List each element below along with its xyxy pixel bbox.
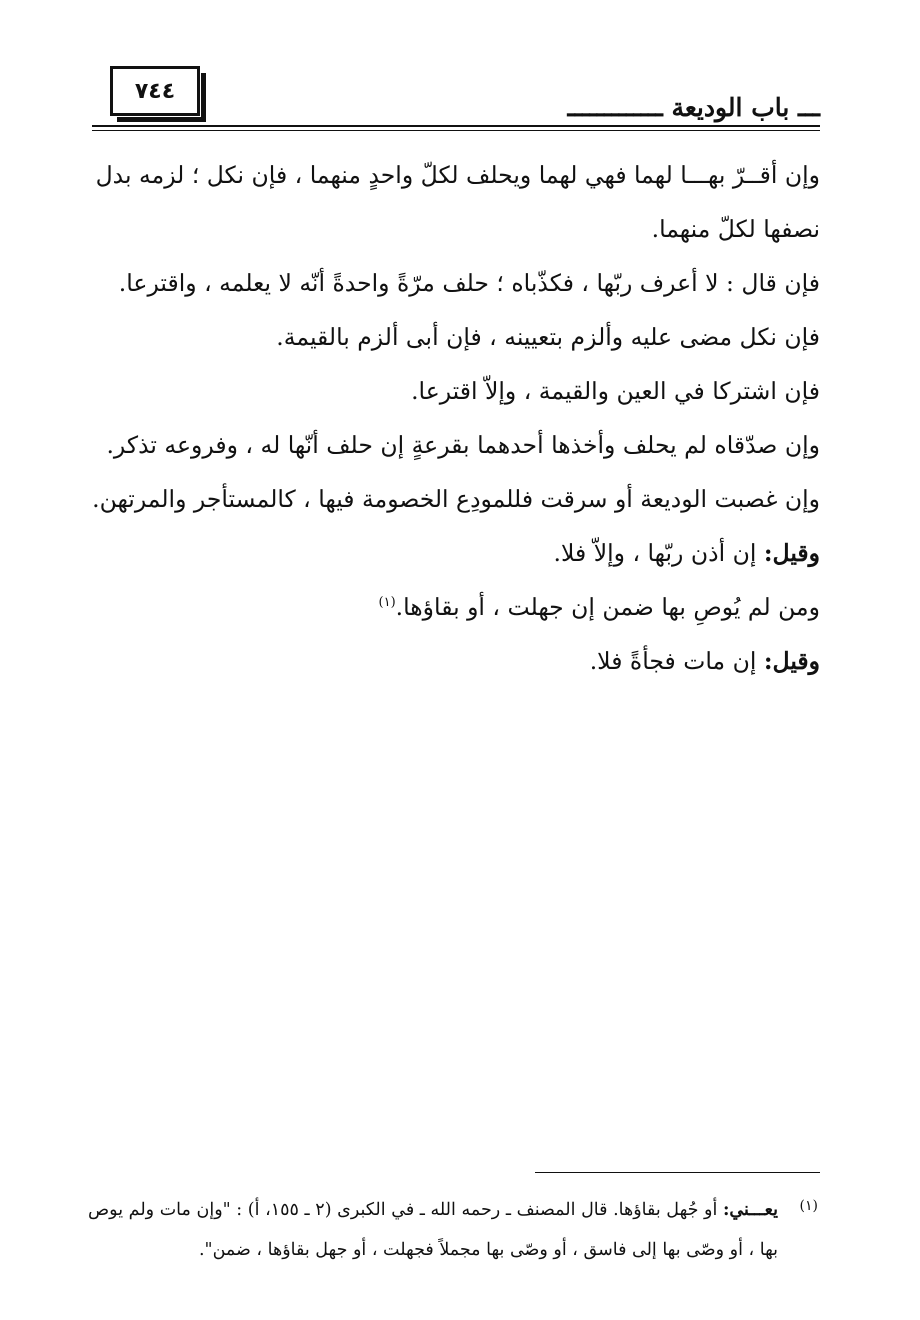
text-line-qila: [92, 634, 820, 688]
running-title: ـــ باب الوديعة ـــــــــــــ: [567, 93, 820, 122]
footnote-label: يعـــني:: [722, 1200, 778, 1220]
footnote-number: (١): [799, 1198, 818, 1214]
qila-text: إن أذن ربّها ، وإلاّ فلا.: [553, 539, 764, 567]
text-line: فإن نكل مضى عليه وألزم بتعيينه ، فإن أبى ألزم بالقيمة.: [276, 323, 820, 351]
text-line: فإن قال : لا أعرف ربّها ، فكذّباه ؛ حلف مرّةً واحدةً أنّه لا يعلمه ، واقترعا.: [118, 269, 820, 297]
text-line-qila: [92, 526, 820, 580]
footnote-body: [88, 1190, 778, 1270]
text-line: نصفها لكلّ منهما.: [651, 215, 820, 243]
footnote-reference[interactable]: (١): [378, 595, 396, 611]
text-line: وإن أقــرّ بهـــا لهما فهي لهما ويحلف لكلّ واحدٍ منهما ، فإن نكل ؛ لزمه بدل: [95, 161, 820, 189]
qila-label: وقيل:: [763, 539, 820, 567]
text-line: [92, 580, 820, 634]
text-line: وإن صدّقاه لم يحلف وأخذها أحدهما بقرعةٍ إن حلف أنّها له ، وفروعه تذكر.: [106, 431, 820, 459]
footnote: [88, 1190, 820, 1270]
line-text: ومن لم يُوصِ بها ضمن إن جهلت ، أو بقاؤها.: [395, 593, 820, 621]
qila-text: إن مات فجأةً فلا.: [589, 647, 764, 675]
text-line: وإن غصبت الوديعة أو سرقت فللمودِع الخصومة فيها ، كالمستأجر والمرتهن.: [92, 485, 820, 513]
page-number: ٧٤٤: [110, 66, 200, 116]
main-text: [92, 148, 820, 688]
footnote-text: أو جُهل بقاؤها. قال المصنف ـ رحمه الله ـ في الكبرى (٢ ـ ١٥٥، أ) : "وإن مات ولم يوص بها ، أو وصّى بها إلى فاسق ، أو وصّى بها مجملاً فجهلت ، أو جهل بقاؤها ، ضمن".: [88, 1200, 778, 1260]
qila-label: وقيل:: [763, 647, 820, 675]
header-rule: [92, 125, 820, 127]
footnote-rule: [535, 1172, 820, 1173]
header-rule-thin: [92, 130, 820, 131]
text-line: فإن اشتركا في العين والقيمة ، وإلاّ اقترعا.: [411, 377, 820, 405]
